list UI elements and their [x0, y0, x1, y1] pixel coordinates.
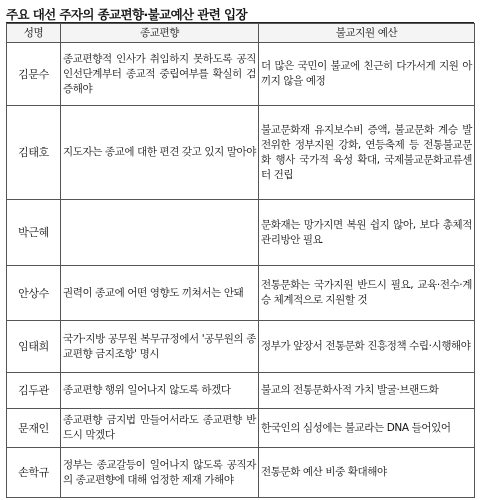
religious-bias-position: 권력이 종교에 어떤 영향도 끼쳐서는 안돼: [61, 266, 259, 321]
religious-bias-position: [61, 200, 259, 266]
religious-bias-position: 종교편향 행위 일어나지 않도록 하겠다: [61, 373, 259, 409]
candidate-name: 손학규: [7, 448, 61, 498]
budget-position: 불교문화재 유지보수비 증액, 불교문화 계승 발전위한 정부지원 강화, 연등축제 등 전통불교문화 행사 국가적 육성 확대, 국제불교문화교류센터 건립: [259, 106, 475, 200]
table-row: [7, 373, 475, 409]
table-row: [7, 200, 475, 266]
budget-position: 전통문화 예산 비중 확대해야: [259, 448, 475, 498]
candidate-name: 김태호: [7, 106, 61, 200]
candidate-name: 문재인: [7, 409, 61, 448]
table-row: [7, 266, 475, 321]
table-row: [7, 106, 475, 200]
header-religious-bias: 종교편향: [61, 24, 259, 43]
religious-bias-position: 지도자는 종교에 대한 편견 갖고 있지 말아야: [61, 106, 259, 200]
religious-bias-position: 정부는 종교갈등이 일어나지 않도록 공직자의 종교편향에 대해 엄정한 제재 가해야: [61, 448, 259, 498]
header-row: [7, 24, 475, 43]
religious-bias-position: 종교편향 금지법 만들어서라도 종교편향 반드시 막겠다: [61, 409, 259, 448]
page-title: 주요 대선 주자의 종교편향·불교예산 관련 입장: [6, 7, 247, 22]
budget-position: 정부가 앞장서 전통문화 진흥정책 수립·시행해야: [259, 321, 475, 373]
positions-table: [6, 23, 475, 498]
candidate-name: 김문수: [7, 43, 61, 106]
table-row: [7, 43, 475, 106]
candidate-name: 안상수: [7, 266, 61, 321]
candidate-name: 김두관: [7, 373, 61, 409]
candidate-name: 박근혜: [7, 200, 61, 266]
budget-position: 전통문화는 국가지원 반드시 필요, 교육·전수·계승 체계적으로 지원할 것: [259, 266, 475, 321]
header-buddhism-budget: 불교지원 예산: [259, 24, 475, 43]
budget-position: 더 많은 국민이 불교에 친근히 다가서게 지원 아끼지 않을 예정: [259, 43, 475, 106]
candidate-name: 임태희: [7, 321, 61, 373]
religious-bias-position: 국가·지방 공무원 복무규정에서 '공무원의 종교편향 금지조항' 명시: [61, 321, 259, 373]
budget-position: 불교의 전통문화사적 가치 발굴·브랜드화: [259, 373, 475, 409]
religious-bias-position: 종교편향적 인사가 취임하지 못하도록 공직 인선단계부터 종교적 중립여부를 확실히 검증해야: [61, 43, 259, 106]
table-row: [7, 448, 475, 498]
budget-position: 문화재는 망가지면 복원 쉽지 않아, 보다 총체적 관리방안 필요: [259, 200, 475, 266]
table-row: [7, 321, 475, 373]
header-name: 성명: [7, 24, 61, 43]
table-row: [7, 409, 475, 448]
budget-position: 한국인의 심성에는 불교라는 DNA 들어있어: [259, 409, 475, 448]
